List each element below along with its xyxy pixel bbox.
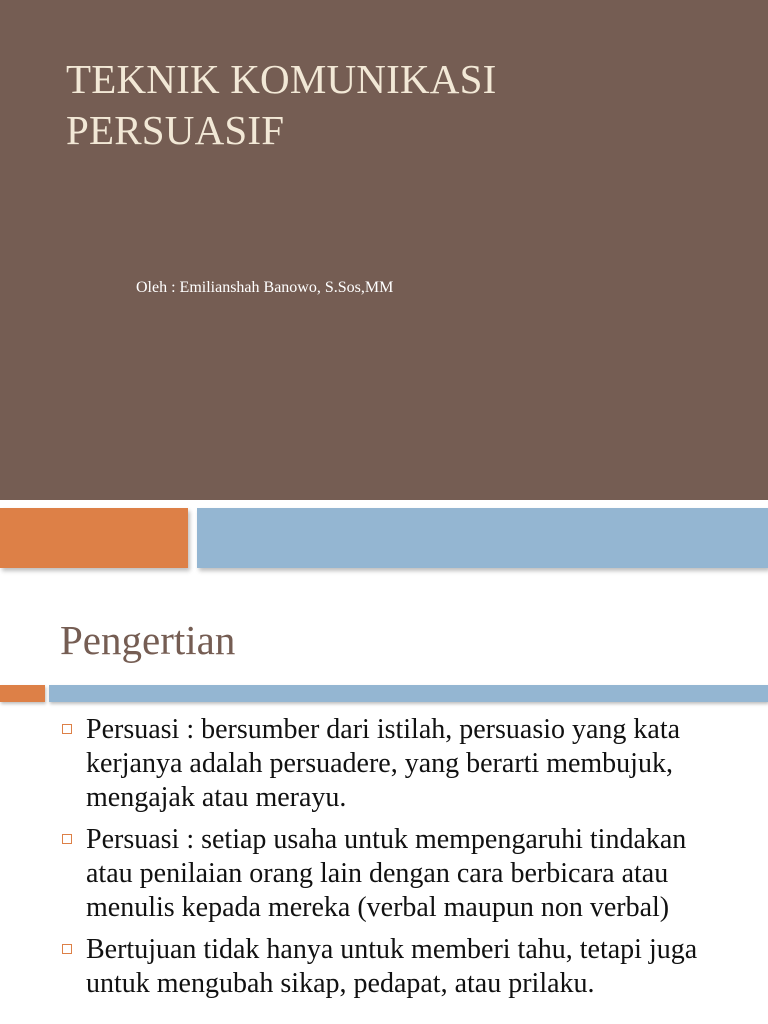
list-item-text: Persuasi : bersumber dari istilah, persuasio yang kata kerjanya adalah persuadere, yang berarti membujuk, mengajak atau merayu. <box>86 714 681 813</box>
list-item-text: Persuasi : setiap usaha untuk mempengaruhi tindakan atau penilaian orang lain dengan cara berbicara atau menulis kepada mereka (verbal maupun non verbal) <box>86 824 687 923</box>
title-slide <box>0 0 768 500</box>
accent-bar-orange <box>0 508 188 568</box>
slide-title-line-1: TEKNIK KOMUNIKASI <box>66 56 497 102</box>
list-item-text: Bertujuan tidak hanya untuk memberi tahu, tetapi juga untuk mengubah sikap, pedapat, atau prilaku. <box>86 934 698 999</box>
list-item <box>0 933 768 1001</box>
square-bullet-icon <box>62 724 72 734</box>
square-bullet-icon <box>62 834 72 844</box>
slide-title <box>66 54 706 156</box>
definition-list <box>0 713 768 1009</box>
accent-strip-blue <box>49 685 768 702</box>
author-subtitle: Oleh : Emilianshah Banowo, S.Sos,MM <box>136 279 394 296</box>
list-item <box>0 823 768 925</box>
slide-divider <box>0 500 768 508</box>
list-item <box>0 713 768 815</box>
section-title: Pengertian <box>60 617 236 663</box>
slide-title-line-2: PERSUASIF <box>66 107 285 153</box>
square-bullet-icon <box>62 944 72 954</box>
accent-bar-blue <box>197 508 768 568</box>
accent-strip-orange <box>0 685 45 702</box>
